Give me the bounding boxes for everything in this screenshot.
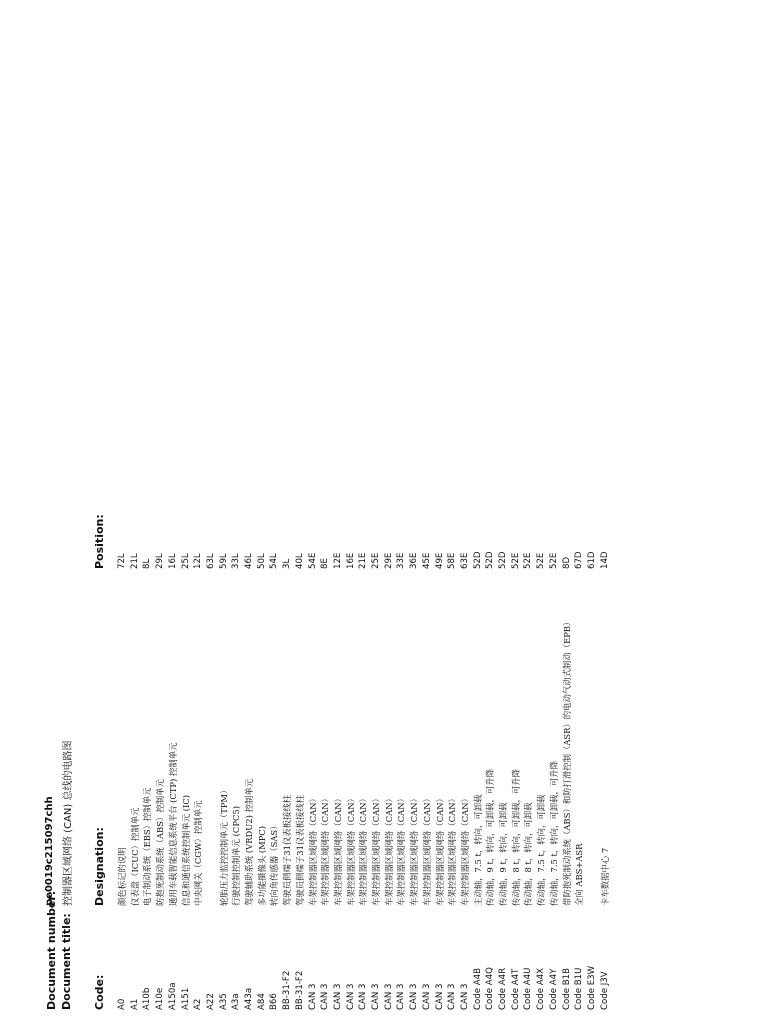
- row-position: 21L: [129, 553, 140, 569]
- table-row: [459, 0, 471, 1024]
- row-position: 52D: [498, 551, 508, 569]
- table-row: [421, 0, 433, 1024]
- row-position: 52D: [485, 551, 496, 569]
- row-designation: 中央网关（CGW）控制单元: [193, 800, 204, 906]
- table-row: [307, 0, 319, 1024]
- row-position: 8L: [142, 558, 153, 569]
- row-designation: 轮胎压力监控控制单元（TPM）: [218, 785, 229, 906]
- table-row: [586, 0, 598, 1024]
- table-row: [484, 0, 496, 1024]
- row-position: 12L: [193, 553, 204, 569]
- row-designation: 颜色标记的说明: [117, 847, 127, 906]
- row-code: Code A4Y: [548, 968, 559, 1010]
- row-code: CAN 3: [459, 983, 470, 1010]
- row-code: A84: [256, 993, 267, 1010]
- row-code: CAN 3: [434, 983, 445, 1010]
- row-designation: 防抱死制动系统（ABS）控制单元: [155, 779, 166, 906]
- table-row: [116, 0, 128, 1024]
- row-code: A1: [129, 998, 140, 1010]
- row-designation: 带防抱死制动系统（ABS）和防打滑控制（ASR）的电动气动式制动（EPB）: [561, 617, 572, 906]
- table-row: [180, 0, 192, 1024]
- row-designation: 车架控制器区域网络（CAN）: [320, 794, 331, 906]
- table-row: [192, 0, 204, 1024]
- document-number-value: pe0019c215097chh: [44, 796, 55, 906]
- row-position: 8E: [320, 558, 331, 569]
- row-code: CAN 3: [345, 983, 356, 1010]
- row-designation: 传动轴，8 t，转向，可卸载: [523, 802, 534, 906]
- row-designation: 车架控制器区域网络（CAN）: [459, 794, 470, 906]
- table-row: [408, 0, 420, 1024]
- table-row: [154, 0, 166, 1024]
- table-row: [370, 0, 382, 1024]
- column-header-designation: Designation:: [93, 827, 106, 906]
- row-code: CAN 3: [409, 983, 420, 1010]
- row-designation: 车架控制器区域网络（CAN）: [409, 794, 420, 906]
- row-designation: 车架控制器区域网络（CAN）: [358, 794, 369, 906]
- row-designation: 车架控制器区域网络（CAN）: [434, 794, 445, 906]
- row-position: 52E: [523, 552, 534, 569]
- row-position: 59L: [218, 553, 229, 569]
- row-position: 46L: [244, 553, 254, 569]
- row-code: CAN 3: [320, 983, 331, 1010]
- row-designation: 传动轴，7.5 t，转向，可卸载，可升降: [548, 761, 559, 906]
- row-position: 29L: [155, 553, 166, 569]
- table-row: [446, 0, 458, 1024]
- row-designation: 卡车数据中心 7: [599, 847, 610, 906]
- table-row: [345, 0, 357, 1024]
- table-row: [383, 0, 395, 1024]
- row-code: CAN 3: [332, 983, 343, 1010]
- table-row: [535, 0, 547, 1024]
- table-row: [510, 0, 522, 1024]
- row-position: 16E: [345, 552, 356, 569]
- table-row: [561, 0, 573, 1024]
- document-title-label: Document title:: [60, 913, 73, 1010]
- table-row: [268, 0, 280, 1024]
- row-code: Code A4X: [536, 968, 547, 1010]
- table-row: [548, 0, 560, 1024]
- row-designation: 车架控制器区域网络（CAN）: [396, 794, 407, 906]
- row-code: A10b: [142, 987, 153, 1010]
- row-position: 14D: [599, 551, 610, 569]
- row-designation: 行驶控制控制单元 (CPC5): [231, 806, 242, 906]
- table-row: [522, 0, 534, 1024]
- row-position: 54L: [269, 553, 280, 569]
- row-position: 50L: [256, 553, 267, 569]
- row-position: 61D: [586, 551, 597, 569]
- row-code: BB-31-F2: [294, 970, 305, 1010]
- row-position: 52E: [548, 552, 559, 569]
- row-designation: 多功能摄像头 (MPC): [256, 825, 267, 906]
- row-code: A35: [218, 993, 229, 1010]
- table-row: [332, 0, 344, 1024]
- row-designation: 驾驶员侧端子31仪表板接线柱: [282, 794, 293, 906]
- row-code: A150a: [167, 982, 178, 1010]
- row-designation: 信息和通信系统控制单元 (IC): [180, 794, 191, 906]
- document-number-label: Document number:: [45, 890, 58, 1010]
- row-code: CAN 3: [383, 983, 394, 1010]
- row-position: 3L: [282, 558, 293, 569]
- row-code: A0: [117, 998, 127, 1010]
- table-row: [218, 0, 230, 1024]
- row-code: Code J3V: [599, 971, 610, 1010]
- row-code: CAN 3: [447, 983, 458, 1010]
- row-position: 63E: [459, 552, 470, 569]
- row-position: 36E: [409, 552, 420, 569]
- row-code: CAN 3: [307, 983, 318, 1010]
- table-row: [573, 0, 585, 1024]
- column-header-code: Code:: [93, 974, 106, 1010]
- row-position: 33E: [396, 552, 407, 569]
- table-row: [129, 0, 141, 1024]
- row-designation: 通用车载智能信息系统平台 (CTP) 控制单元: [167, 742, 178, 906]
- table-row: [395, 0, 407, 1024]
- column-header-position: Position:: [93, 514, 106, 569]
- row-position: 63L: [205, 553, 216, 569]
- row-designation: 全向 ABS+ASR: [574, 843, 585, 906]
- table-row: [357, 0, 369, 1024]
- row-position: 40L: [294, 553, 305, 569]
- row-position: 12E: [332, 552, 343, 569]
- row-designation: 传动轴，7.5 t，转向，可卸载: [536, 794, 547, 906]
- row-designation: 车架控制器区域网络（CAN）: [447, 794, 458, 906]
- row-designation: 车架控制器区域网络（CAN）: [371, 794, 381, 906]
- row-code: Code B1B: [561, 968, 572, 1010]
- row-position: 29E: [383, 552, 394, 569]
- table-row: [281, 0, 293, 1024]
- row-code: CAN 3: [421, 983, 432, 1010]
- table-row: [294, 0, 306, 1024]
- row-code: A43a: [244, 987, 254, 1010]
- row-designation: 传动轴，9 t，转向，可卸载: [498, 802, 508, 906]
- row-position: 21E: [358, 552, 369, 569]
- row-position: 72L: [117, 553, 127, 569]
- row-code: BB-31-F2: [282, 970, 293, 1010]
- table-row: [167, 0, 179, 1024]
- row-designation: 驾驶员侧端子31仪表板接线柱: [294, 794, 305, 906]
- row-designation: 仪表盘（ICUC）控制单元: [129, 807, 140, 906]
- row-position: 52E: [510, 552, 521, 569]
- row-code: A3a: [231, 993, 242, 1010]
- row-code: A2: [193, 998, 204, 1010]
- row-code: CAN 3: [358, 983, 369, 1010]
- row-position: 52E: [536, 552, 547, 569]
- table-row: [319, 0, 331, 1024]
- table-row: [230, 0, 242, 1024]
- row-designation: 车架控制器区域网络（CAN）: [332, 794, 343, 906]
- row-position: 25L: [180, 553, 191, 569]
- row-position: 8D: [561, 556, 572, 569]
- row-code: A10e: [155, 987, 166, 1010]
- row-code: CAN 3: [396, 983, 407, 1010]
- row-code: CAN 3: [371, 983, 381, 1010]
- row-designation: 电子制动系统（EBS）控制单元: [142, 787, 153, 906]
- row-position: 52D: [472, 551, 483, 569]
- row-designation: 传动轴，9 t，转向，可卸载，可升降: [485, 769, 496, 906]
- row-position: 25E: [371, 552, 381, 569]
- row-designation: 车架控制器区域网络（CAN）: [345, 794, 356, 906]
- row-position: 49E: [434, 552, 445, 569]
- table-row: [434, 0, 446, 1024]
- row-code: Code A4Q: [485, 967, 496, 1010]
- row-designation: 车架控制器区域网络（CAN）: [421, 794, 432, 906]
- row-code: Code A4B: [472, 968, 483, 1010]
- table-row: [472, 0, 484, 1024]
- document-title-value: 控制器区域网络 (CAN) 总线的电路图: [63, 740, 74, 906]
- row-position: 45E: [421, 552, 432, 569]
- row-position: 54E: [307, 552, 318, 569]
- table-row: [141, 0, 153, 1024]
- row-designation: 车架控制器区域网络（CAN）: [307, 794, 318, 906]
- row-code: Code B1U: [574, 967, 585, 1010]
- table-row: [243, 0, 255, 1024]
- table-row: [205, 0, 217, 1024]
- row-position: 58E: [447, 552, 458, 569]
- table-row: [599, 0, 611, 1024]
- row-designation: 传动轴，8 t，转向，可卸载，可升降: [510, 769, 521, 906]
- table-row: [256, 0, 268, 1024]
- row-code: Code A4T: [510, 968, 521, 1010]
- row-code: Code A4U: [523, 967, 534, 1010]
- row-code: Code A4R: [498, 967, 508, 1010]
- row-designation: 主动轴，7.5 t，转向，可卸载: [472, 794, 483, 906]
- table-row: [497, 0, 509, 1024]
- row-designation: 车架控制器区域网络（CAN）: [383, 794, 394, 906]
- row-code: Code E3W: [586, 965, 597, 1010]
- row-code: A22: [205, 993, 216, 1010]
- row-position: 33L: [231, 553, 242, 569]
- row-designation: 转向角传感器（SAS）: [269, 821, 280, 906]
- row-position: 16L: [167, 553, 178, 569]
- row-position: 67D: [574, 551, 585, 569]
- row-code: A151: [180, 987, 191, 1010]
- row-code: B66: [269, 993, 280, 1010]
- row-designation: 驾驶辅助系统 (VRDU2) 控制单元: [244, 778, 254, 906]
